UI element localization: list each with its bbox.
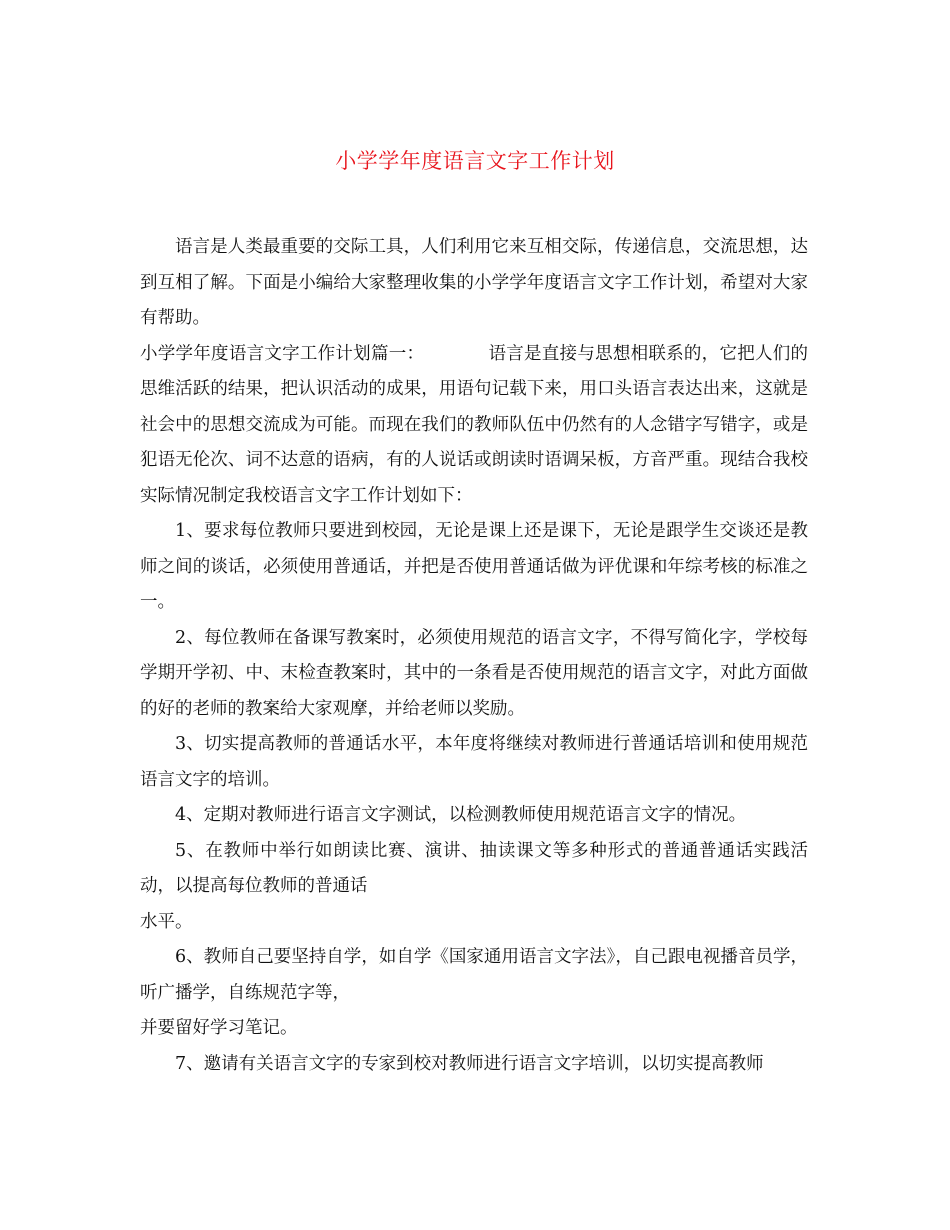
list-item-continuation: 水平。 xyxy=(140,911,193,932)
list-item: 2、每位教师在备课写教案时，必须使用规范的语言文字，不得写简化字，学校每学期开学初、中、末检查教案时，其中的一条看是否使用规范的语言文字，对此方面做的好的老师的教案给大家观摩，并给老师以奖励。 xyxy=(140,627,808,719)
section-heading: 小学学年度语言文字工作计划篇一： xyxy=(140,343,425,364)
list-item: 7、邀请有关语言文字的专家到校对教师进行语言文字培训，以切实提高教师 xyxy=(175,1053,764,1074)
list-item: 6、教师自己要坚持自学，如自学《国家通用语言文字法》，自己跟电视播音员学，听广播学，自练规范字等， xyxy=(140,947,808,1003)
list-item-continuation: 并要留好学习笔记。 xyxy=(140,1018,298,1038)
intro-paragraph: 语言是人类最重要的交际工具，人们利用它来互相交际，传递信息，交流思想，达到互相了解。下面是小编给大家整理收集的小学学年度语言文字工作计划，希望对大家有帮助。 xyxy=(140,237,808,328)
list-item: 4、定期对教师进行语言文字测试，以检测教师使用规范语言文字的情况。 xyxy=(175,805,747,825)
list-item: 5、在教师中举行如朗读比赛、演讲、抽读课文等多种形式的普通普通话实践活动，以提高每位教师的普通话 xyxy=(140,840,808,896)
document-title: 小学学年度语言文字工作计划 xyxy=(335,149,615,173)
list-item: 3、切实提高教师的普通话水平，本年度将继续对教师进行普通话培训和使用规范语言文字的培训。 xyxy=(140,734,808,790)
section-paragraph xyxy=(140,337,808,515)
document-body xyxy=(140,230,808,1082)
section-body: 语言是直接与思想相联系的，它把人们的思维活跃的结果，把认识活动的成果，用语句记载下来，用口头语言表达出来，这就是社会中的思想交流成为可能。而现在我们的教师队伍中仍然有的人念错字写错字，或是犯语无伦次、词不达意的语病，有的人说话或朗读时语调呆板，方音严重。现结合我校实际情况制定我校语言文字工作计划如下： xyxy=(140,343,808,506)
list-item: 1、要求每位教师只要进到校园，无论是课上还是课下，无论是跟学生交谈还是教师之间的谈话，必须使用普通话，并把是否使用普通话做为评优课和年综考核的标准之一。 xyxy=(140,521,808,612)
